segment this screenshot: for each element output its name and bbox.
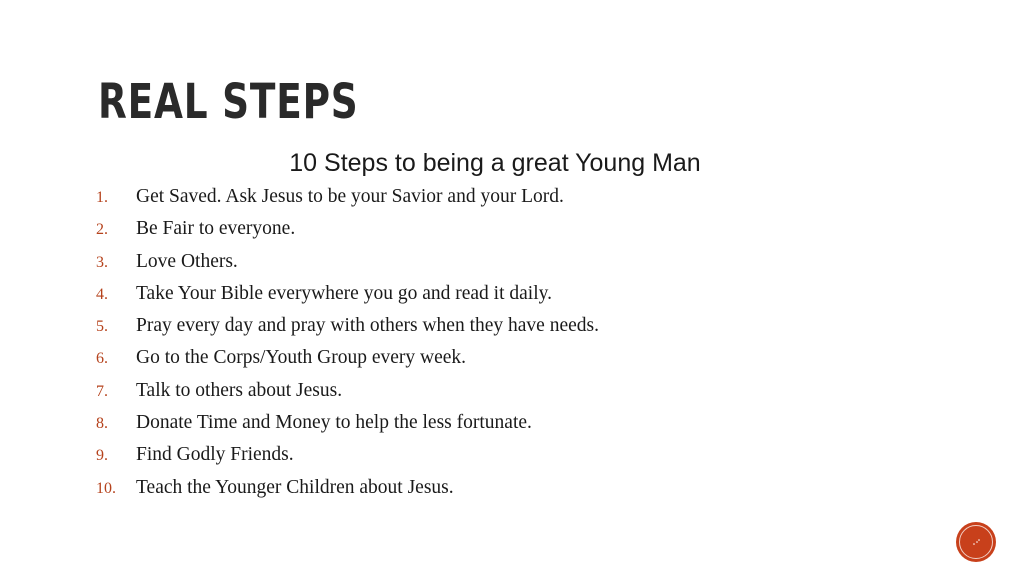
step-text: Donate Time and Money to help the less fortunate. bbox=[136, 412, 532, 434]
step-number: 4. bbox=[96, 285, 108, 303]
list-item bbox=[96, 444, 599, 476]
list-item bbox=[96, 186, 599, 218]
list-item bbox=[96, 347, 599, 379]
list-item bbox=[96, 412, 599, 444]
list-item bbox=[96, 218, 599, 250]
step-text: Find Godly Friends. bbox=[136, 444, 294, 466]
step-number: 8. bbox=[96, 415, 108, 433]
step-text: Get Saved. Ask Jesus to be your Savior and your Lord. bbox=[136, 186, 564, 207]
list-item bbox=[96, 477, 599, 509]
step-number: 6. bbox=[96, 350, 108, 368]
step-number: 3. bbox=[96, 253, 108, 271]
step-number: 9. bbox=[96, 447, 108, 465]
dots-icon bbox=[971, 537, 981, 547]
step-text: Love Others. bbox=[136, 250, 238, 272]
slide-subtitle: 10 Steps to being a great Young Man bbox=[289, 149, 701, 177]
step-text: Be Fair to everyone. bbox=[136, 218, 296, 240]
step-text: Talk to others about Jesus. bbox=[136, 379, 343, 401]
step-number: 5. bbox=[96, 318, 108, 336]
step-text: Go to the Corps/Youth Group every week. bbox=[136, 347, 467, 369]
step-text: Take Your Bible everywhere you go and read it daily. bbox=[136, 282, 552, 304]
step-text: Pray every day and pray with others when they have needs. bbox=[136, 315, 599, 337]
step-number: 7. bbox=[96, 382, 108, 400]
slide-nav-button[interactable] bbox=[957, 523, 995, 561]
list-item bbox=[96, 251, 599, 283]
steps-list bbox=[96, 186, 599, 509]
step-number: 1. bbox=[96, 189, 108, 206]
slide-title: REAL STEPS bbox=[98, 74, 359, 130]
list-item bbox=[96, 315, 599, 347]
list-item bbox=[96, 283, 599, 315]
step-text: Teach the Younger Children about Jesus. bbox=[136, 476, 454, 498]
step-number: 2. bbox=[96, 221, 108, 239]
list-item bbox=[96, 380, 599, 412]
step-number: 10. bbox=[96, 479, 116, 497]
